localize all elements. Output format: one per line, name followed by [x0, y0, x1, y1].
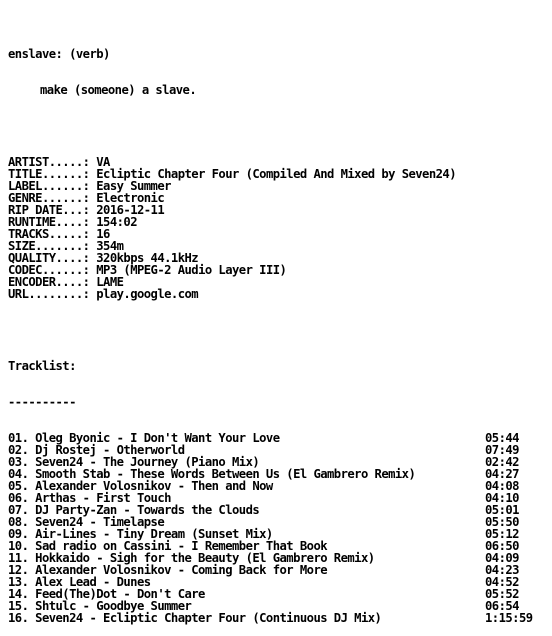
spacer: [8, 120, 456, 132]
track-row: [8, 587, 519, 601]
track-row: [8, 539, 519, 553]
track-title: 02. Dj Rostej - Otherworld: [8, 443, 185, 457]
info-value: 2016-12-11: [96, 203, 165, 217]
track-title: 14. Feed(The)Dot - Don't Care: [8, 587, 205, 601]
track-duration: 04:52: [485, 575, 519, 589]
info-value: Electronic: [96, 191, 165, 205]
track-duration: 05:01: [485, 503, 519, 517]
track-title: 11. Hokkaido - Sigh for the Beauty (El Gambrero Remix): [8, 551, 375, 565]
info-value: MP3 (MPEG-2 Audio Layer III): [96, 263, 287, 277]
track-duration: 05:52: [485, 587, 519, 601]
track-row: [8, 467, 519, 481]
track-title: 13. Alex Lead - Dunes: [8, 575, 151, 589]
info-value: 354m: [96, 239, 124, 253]
track-duration: 07:49: [485, 443, 519, 457]
info-value: 16: [96, 227, 110, 241]
track-title: 06. Arthas - First Touch: [8, 491, 171, 505]
info-label: URL........:: [8, 287, 90, 301]
info-value: play.google.com: [96, 287, 199, 301]
track-row: [8, 491, 519, 505]
track-row: [8, 551, 519, 565]
info-value: 154:02: [96, 215, 137, 229]
track-row: [8, 599, 519, 613]
track-duration: 05:12: [485, 527, 519, 541]
info-label: TRACKS.....:: [8, 227, 90, 241]
track-title: 16. Seven24 - Ecliptic Chapter Four (Continuous DJ Mix): [8, 611, 382, 625]
track-title: 15. Shtulc - Goodbye Summer: [8, 599, 192, 613]
track-duration: 02:42: [485, 455, 519, 469]
tracklist-underline: ----------: [8, 395, 76, 409]
definition-term: enslave: (verb): [8, 47, 110, 61]
track-duration: 05:50: [485, 515, 519, 529]
info-label: ENCODER....:: [8, 275, 90, 289]
track-title: 09. Air-Lines - Tiny Dream (Sunset Mix): [8, 527, 273, 541]
info-row: [8, 288, 456, 300]
info-label: TITLE......:: [8, 167, 90, 181]
info-label: SIZE.......:: [8, 239, 90, 253]
track-duration: 06:54: [485, 599, 519, 613]
track-row: [8, 479, 519, 493]
track-title: 05. Alexander Volosnikov - Then and Now: [8, 479, 273, 493]
track-row: [8, 611, 533, 625]
tracklist-heading: Tracklist:: [8, 359, 76, 373]
track-duration: 04:23: [485, 563, 519, 577]
release-info-block: [8, 156, 456, 300]
track-title: 12. Alexander Volosnikov - Coming Back for More: [8, 563, 328, 577]
info-label: RIP DATE...:: [8, 203, 90, 217]
info-label: CODEC......:: [8, 263, 90, 277]
track-duration: 04:08: [485, 479, 519, 493]
info-value: Easy Summer: [96, 179, 171, 193]
track-title: 03. Seven24 - The Journey (Piano Mix): [8, 455, 260, 469]
spacer: [8, 324, 456, 336]
track-title: 07. DJ Party-Zan - Towards the Clouds: [8, 503, 260, 517]
track-title: 04. Smooth Stab - These Words Between Us (El Gambrero Remix): [8, 467, 416, 481]
info-value: 320kbps 44.1kHz: [96, 251, 199, 265]
track-title: 10. Sad radio on Cassini - I Remember That Book: [8, 539, 328, 553]
track-row: [8, 575, 519, 589]
track-duration: 04:27: [485, 467, 519, 481]
track-title: 01. Oleg Byonic - I Don't Want Your Love: [8, 431, 280, 445]
info-label: RUNTIME....:: [8, 215, 90, 229]
info-value: VA: [96, 155, 110, 169]
track-duration: 06:50: [485, 539, 519, 553]
track-row: [8, 515, 519, 529]
track-duration: 1:15:59: [485, 611, 533, 625]
track-duration: 04:10: [485, 491, 519, 505]
track-title: 08. Seven24 - Timelapse: [8, 515, 165, 529]
info-value: Ecliptic Chapter Four (Compiled And Mixed by Seven24): [96, 167, 456, 181]
track-row: [8, 563, 519, 577]
release-info-document: [8, 24, 533, 636]
track-row: [8, 503, 519, 517]
track-duration: 05:44: [485, 431, 519, 445]
track-duration: 04:09: [485, 551, 519, 565]
info-value: LAME: [96, 275, 124, 289]
tracklist: [8, 431, 533, 625]
info-label: QUALITY....:: [8, 251, 90, 265]
track-row: [8, 455, 519, 469]
track-row: [8, 527, 519, 541]
definition-meaning: make (someone) a slave.: [40, 83, 197, 97]
info-label: ARTIST.....:: [8, 155, 90, 169]
info-label: GENRE......:: [8, 191, 90, 205]
info-label: LABEL......:: [8, 179, 90, 193]
